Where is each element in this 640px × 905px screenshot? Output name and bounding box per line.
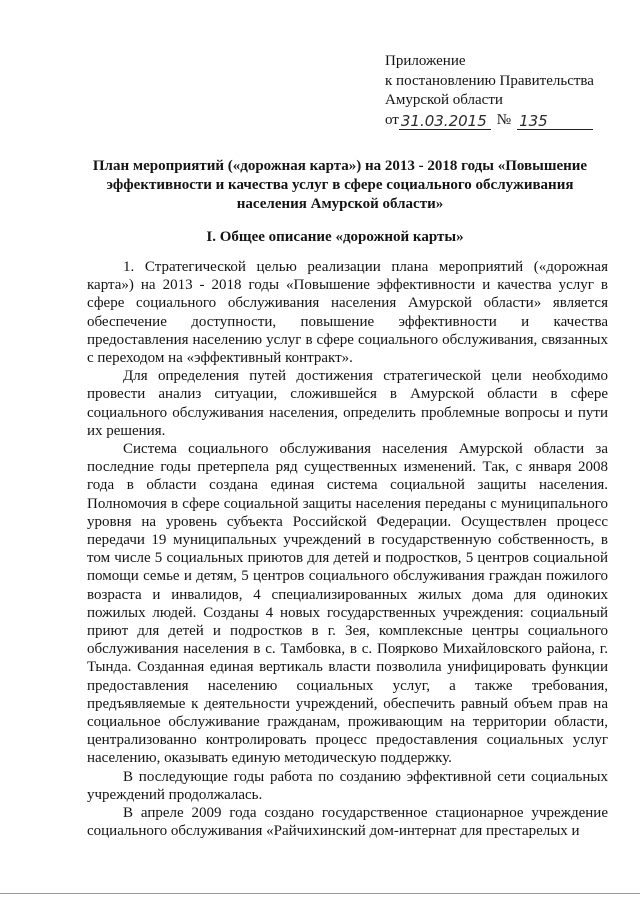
appendix-block xyxy=(385,52,594,130)
page-bottom-rule xyxy=(0,893,640,894)
paragraph: В апреле 2009 года создано государственное стационарное учреждение социального обслуживания «Райчихинский дом-интернат для престарелых и xyxy=(87,805,608,840)
date-prefix: от xyxy=(385,111,399,128)
paragraph: Система социального обслуживания населения Амурской области за последние годы претерпела ряд существенных изменений. Так, с января 2008 года в области создана единая система социальной защиты населения. Полномочия в сфере социальной защиты населения переданы с муниципального уровня на уровень субъекта Российской Федерации. Осуществлен процесс передачи 19 муниципальных учреждений в государственную собственность, в том числе 5 социальных приютов для детей и подростков, 5 центров социальной помощи семье и детям, 5 центров социального обслуживания граждан пожилого возраста и инвалидов, 4 специализированных жилых дома для одиноких пожилых людей. Созданы 4 новых государственных учреждения: социальный приют для детей и подростков в г. Зея, комплексные центры социального обслуживания населения в с. Тамбовка, в с. Поярково Михайловского района, г. Тында. Созданная единая вертикаль власти позволила унифицировать функции предоставления населению социальных услуг, а также требования, предъявляемые к деятельности учреждений, обеспечить равный объем прав на социальное обслуживание гражданам, проживающим на территории области, централизованно контролировать процесс предоставления социальных услуг населению, оказывать единую методическую поддержку. xyxy=(87,441,608,767)
appendix-date-line xyxy=(385,111,594,131)
document-title: План мероприятий («дорожная карта») на 2013 - 2018 годы «Повышение эффективности и качества услуг в сфере социального обслуживания населения Амурской области» xyxy=(92,158,588,212)
section-heading: I. Общее описание «дорожной карты» xyxy=(206,229,464,245)
handwritten-number: 135 xyxy=(517,113,593,130)
number-sign: № xyxy=(496,111,512,128)
appendix-line-1: Приложение xyxy=(385,53,466,69)
appendix-line-2: к постановлению Правительства xyxy=(385,72,594,89)
paragraph: Для определения путей достижения стратегической цели необходимо провести анализ ситуации, сложившейся в Амурской области в сфере социального обслуживания населения, определить проблемные вопросы и пути их решения. xyxy=(87,368,608,439)
handwritten-date: 31.03.2015 xyxy=(399,113,491,130)
document-body xyxy=(87,258,608,841)
appendix-line-3: Амурской области xyxy=(385,92,503,108)
paragraph: 1. Стратегической целью реализации плана мероприятий («дорожная карта») на 2013 - 2018 годы «Повышение эффективности и качества услуг в сфере социального обслуживания населения Амурской области» является обеспечение доступности, повышение эффективности и качества предоставления населению услуг в сфере социального обслуживания, связанных с переходом на «эффективный контракт». xyxy=(87,259,608,367)
paragraph: В последующие годы работа по созданию эффективной сети социальных учреждений продолжалась. xyxy=(87,768,608,803)
